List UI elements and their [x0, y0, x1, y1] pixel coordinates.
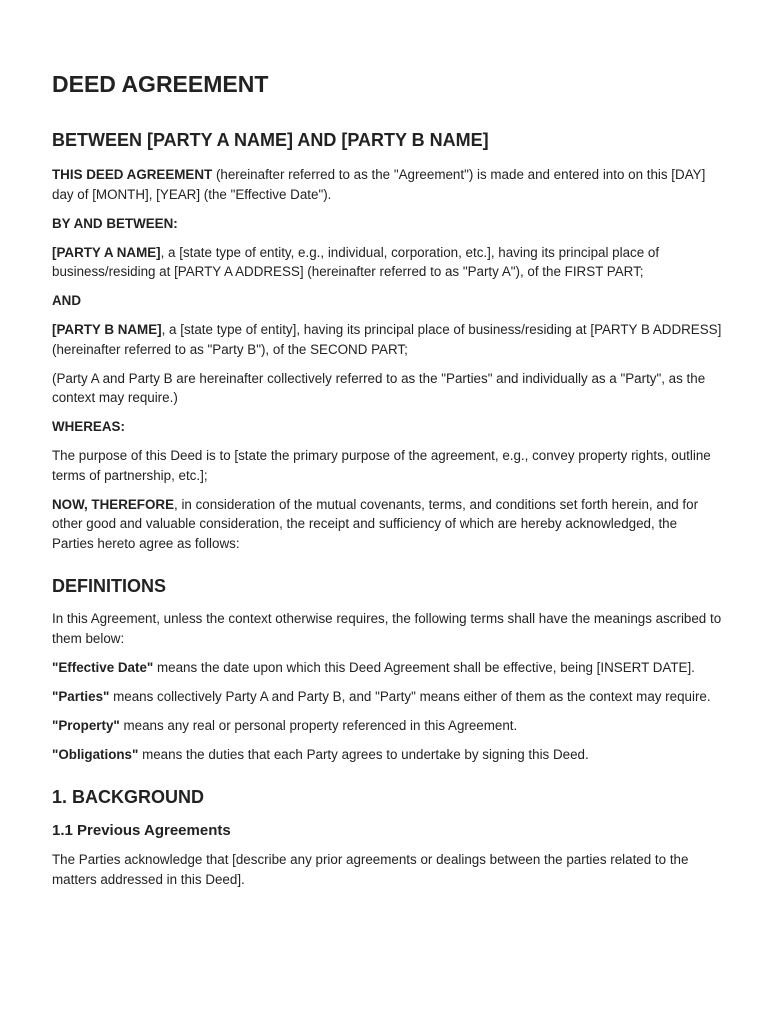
- party-a-name: [PARTY A NAME]: [52, 244, 161, 260]
- now-therefore-bold: NOW, THEREFORE: [52, 496, 175, 512]
- background-heading: 1. BACKGROUND: [52, 787, 205, 807]
- definition-item-effective-date: "Effective Date" means the date upon which this Deed Agreement shall be effective, being [INSERT DATE].: [52, 659, 695, 675]
- now-therefore-text: , in consideration of the mutual covenants, terms, and conditions set forth herein, and for other good and valuable consideration, the receipt and sufficiency of which are hereby acknowledged, the Parties hereto agree as follows:: [52, 496, 699, 551]
- document-page: [52, 68, 722, 899]
- definition-item-parties: "Parties" means collectively Party A and Party B, and "Party" means either of them as the context may require.: [52, 688, 711, 704]
- by-and-between-label: BY AND BETWEEN:: [52, 215, 178, 231]
- intro-text: (hereinafter referred to as the "Agreement") is made and entered into on this [DAY] day of [MONTH], [YEAR] (the "Effective Date").: [52, 167, 706, 202]
- party-b-text: , a [state type of entity], having its principal place of business/residing at [PARTY B ADDRESS] (hereinafter referred to as "Party B"), of the SECOND PART;: [52, 322, 722, 357]
- party-a-paragraph: [52, 243, 722, 282]
- whereas-label: WHEREAS:: [52, 419, 125, 434]
- parties-note: (Party A and Party B are hereinafter collectively referred to as the "Parties" and individually as a "Party", as the context may require.): [52, 370, 706, 405]
- definitions-heading: DEFINITIONS: [52, 576, 167, 596]
- party-a-text: , a [state type of entity, e.g., individual, corporation, etc.], having its principal place of business/residing at [PARTY A ADDRESS] (hereinafter referred to as "Party A"), of the FIRST PART;: [52, 244, 660, 279]
- definition-item-property: "Property" means any real or personal property referenced in this Agreement.: [52, 717, 518, 733]
- whereas-text: The purpose of this Deed is to [state the primary purpose of the agreement, e.g., convey property rights, outline terms of partnership, etc.];: [52, 448, 711, 483]
- definitions-intro: In this Agreement, unless the context otherwise requires, the following terms shall have the meanings ascribed to them below:: [52, 611, 722, 646]
- previous-agreements-heading: 1.1 Previous Agreements: [52, 822, 231, 839]
- previous-agreements-text: The Parties acknowledge that [describe any prior agreements or dealings between the parties related to the matters addressed in this Deed].: [52, 852, 689, 887]
- party-b-name: [PARTY B NAME]: [52, 322, 162, 337]
- document-subtitle: BETWEEN [PARTY A NAME] AND [PARTY B NAME]: [52, 130, 489, 150]
- now-therefore-paragraph: [52, 495, 722, 554]
- and-label: AND: [52, 293, 82, 308]
- definition-item-obligations: "Obligations" means the duties that each Party agrees to undertake by signing this Deed.: [52, 746, 589, 762]
- party-b-paragraph: [52, 320, 722, 359]
- intro-bold: THIS DEED AGREEMENT: [52, 167, 213, 182]
- document-title: DEED AGREEMENT: [52, 71, 269, 97]
- intro-paragraph: [52, 165, 722, 204]
